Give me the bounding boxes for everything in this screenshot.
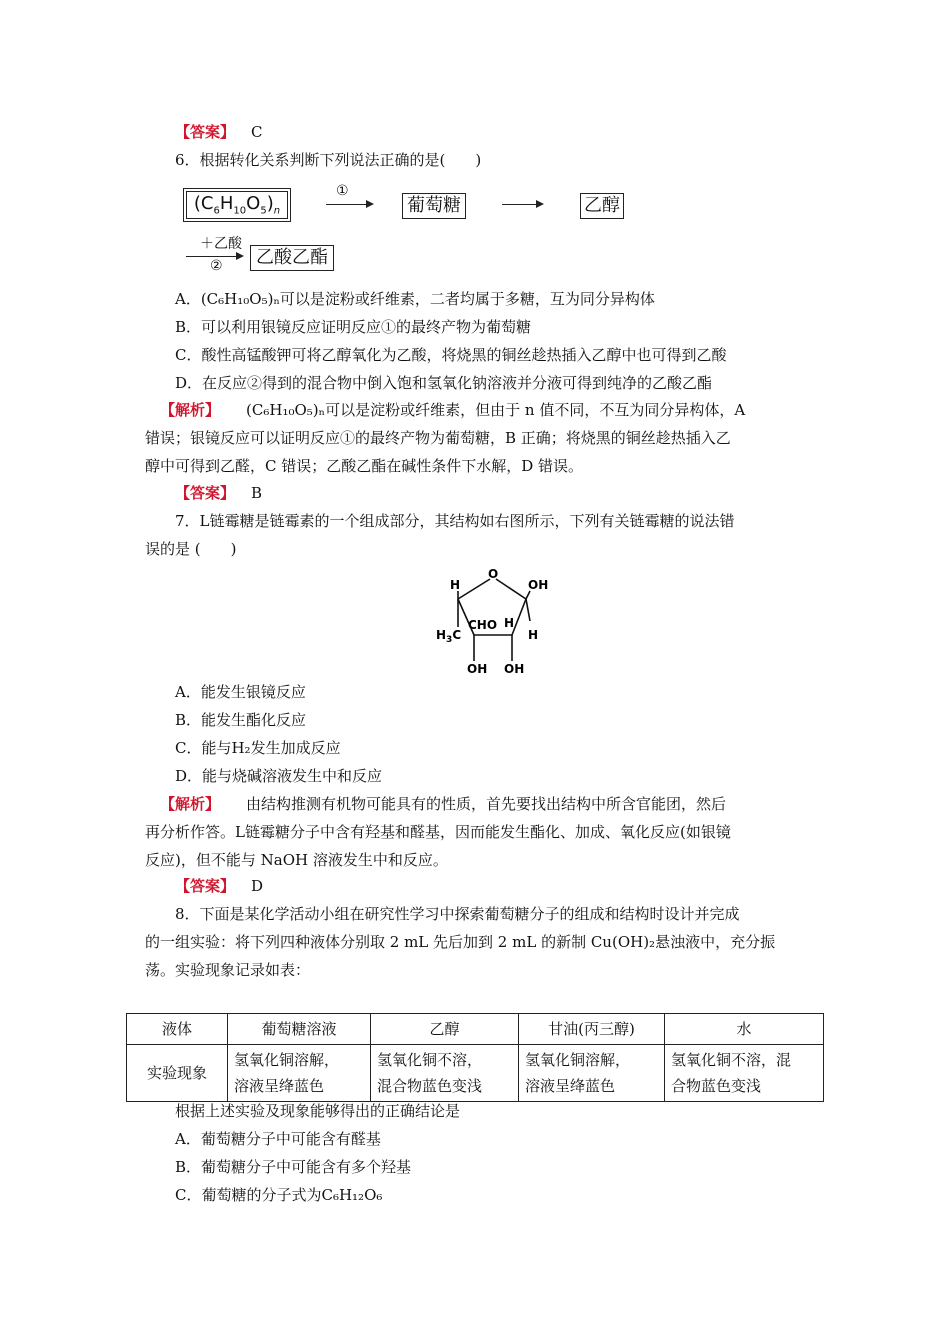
answer-tag: 【答案】 (175, 123, 236, 141)
q7-analysis-line-2: 再分析作答。L链霉糖分子中含有羟基和醛基，因而能发生酯化、加成、氧化反应(如银镜 (145, 823, 731, 841)
h3c-label: $H_3C$ (436, 628, 462, 645)
q8-stem-line-3: 荡。实验现象记录如表： (145, 961, 311, 979)
arrow-1 (326, 204, 372, 205)
q5-answer (175, 122, 263, 142)
q8-conclusion: 根据上述实验及现象能够得出的正确结论是 (175, 1102, 461, 1120)
table-header: 乙醇 (371, 1014, 519, 1045)
step2-label: ② (210, 258, 223, 274)
answer-value: D (251, 877, 264, 895)
q7-option-a: A．能发生银镜反应 (175, 683, 306, 701)
reagent-label: ＋乙酸 (200, 236, 242, 252)
table-cell: 氢氧化铜不溶，混 合物蓝色变浅 (665, 1045, 824, 1102)
answer-value: C (251, 123, 263, 141)
q7-option-c: C．能与H₂发生加成反应 (175, 739, 341, 757)
table-header: 液体 (127, 1014, 228, 1045)
h-label-2: H (504, 616, 515, 630)
q8-option-b: B．葡萄糖分子中可能含有多个羟基 (175, 1158, 412, 1176)
q7-analysis-line-1: 【解析】 由结构推测有机物可能具有的性质，首先要找出结构中所含官能团，然后 (160, 795, 727, 813)
q6-option-c: C．酸性高锰酸钾可将乙醇氧化为乙酸，将烧黑的铜丝趁热插入乙醇中也可得到乙酸 (175, 346, 727, 364)
table-header: 甘油(丙三醇) (519, 1014, 665, 1045)
q6-option-a: A．(C₆H₁₀O₅)ₙ可以是淀粉或纤维素，二者均属于多糖，互为同分异构体 (175, 290, 655, 308)
q6-answer: 【答案】 B (175, 484, 263, 502)
polymer-formula: $(C_6H_{10}O_5)_n$ (193, 193, 281, 217)
arrow-2 (502, 204, 542, 205)
q6-option-b: B．可以利用银镜反应证明反应①的最终产物为葡萄糖 (175, 318, 532, 336)
q7-option-d: D．能与烧碱溶液发生中和反应 (175, 767, 383, 785)
ester-box: 乙酸乙酯 (250, 245, 334, 271)
table-header: 水 (665, 1014, 824, 1045)
q6-analysis-line-2: 错误；银镜反应可以证明反应①的最终产物为葡萄糖，B 正确；将烧黑的铜丝趁热插入乙 (145, 429, 731, 447)
q6-analysis-line-3: 醇中可得到乙醛，C 错误；乙酸乙酯在碱性条件下水解，D 错误。 (145, 457, 584, 475)
q7-analysis-line-3: 反应)，但不能与 NaOH 溶液发生中和反应。 (145, 851, 448, 869)
q7-stem-line-2: 误的是 ( ) (145, 540, 237, 558)
table-row (127, 1045, 824, 1102)
table-cell: 氢氧化铜不溶， 混合物蓝色变浅 (371, 1045, 519, 1102)
row-label: 实验现象 (127, 1045, 228, 1102)
analysis-tag: 【解析】 (160, 401, 221, 419)
q8-stem-line-2: 的一组实验：将下列四种液体分别取 2 mL 先后加到 2 mL 的新制 Cu(OH)₂悬浊液中，充分振 (145, 933, 776, 951)
q8-option-a: A．葡萄糖分子中可能含有醛基 (175, 1130, 381, 1148)
q6-analysis-line-1: 【解析】 (C₆H₁₀O₅)ₙ可以是淀粉或纤维素，但由于 n 值不同，不互为同分异构体，A (160, 401, 746, 419)
q6-stem: 6．根据转化关系判断下列说法正确的是( ) (175, 151, 482, 169)
table-header: 葡萄糖溶液 (228, 1014, 371, 1045)
table-cell: 氢氧化铜溶解， 溶液呈绛蓝色 (519, 1045, 665, 1102)
oh-label-2: OH (467, 662, 488, 676)
glucose-box: 葡萄糖 (402, 193, 466, 219)
oh-label-1: OH (528, 578, 549, 592)
q8-stem-line-1: 8．下面是某化学活动小组在研究性学习中探索葡萄糖分子的组成和结构时设计并完成 (175, 905, 740, 923)
h-label-3: H (528, 628, 539, 642)
ethanol-box: 乙醇 (580, 193, 624, 219)
l-streptose-structure (430, 565, 555, 680)
q7-answer: 【答案】 D (175, 877, 264, 895)
table-header-row (127, 1014, 824, 1045)
experiment-table (126, 1013, 824, 1102)
polymer-box (186, 191, 288, 219)
analysis-tag: 【解析】 (160, 795, 221, 813)
oh-label-3: OH (504, 662, 525, 676)
arrow-3 (186, 256, 242, 257)
q7-option-b: B．能发生酯化反应 (175, 711, 307, 729)
answer-value: B (251, 484, 263, 502)
q7-stem-line-1: 7．L链霉糖是链霉素的一个组成部分，其结构如右图所示，下列有关链霉糖的说法错 (175, 512, 735, 530)
o-label: O (488, 567, 499, 581)
step1-label: ① (336, 183, 349, 199)
cho-label: CHO (468, 618, 498, 632)
q8-option-c: C．葡萄糖的分子式为C₆H₁₂O₆ (175, 1186, 383, 1204)
table-cell: 氢氧化铜溶解， 溶液呈绛蓝色 (228, 1045, 371, 1102)
q6-option-d: D．在反应②得到的混合物中倒入饱和氢氧化钠溶液并分液可得到纯净的乙酸乙酯 (175, 374, 713, 392)
h-label-1: H (450, 578, 461, 592)
